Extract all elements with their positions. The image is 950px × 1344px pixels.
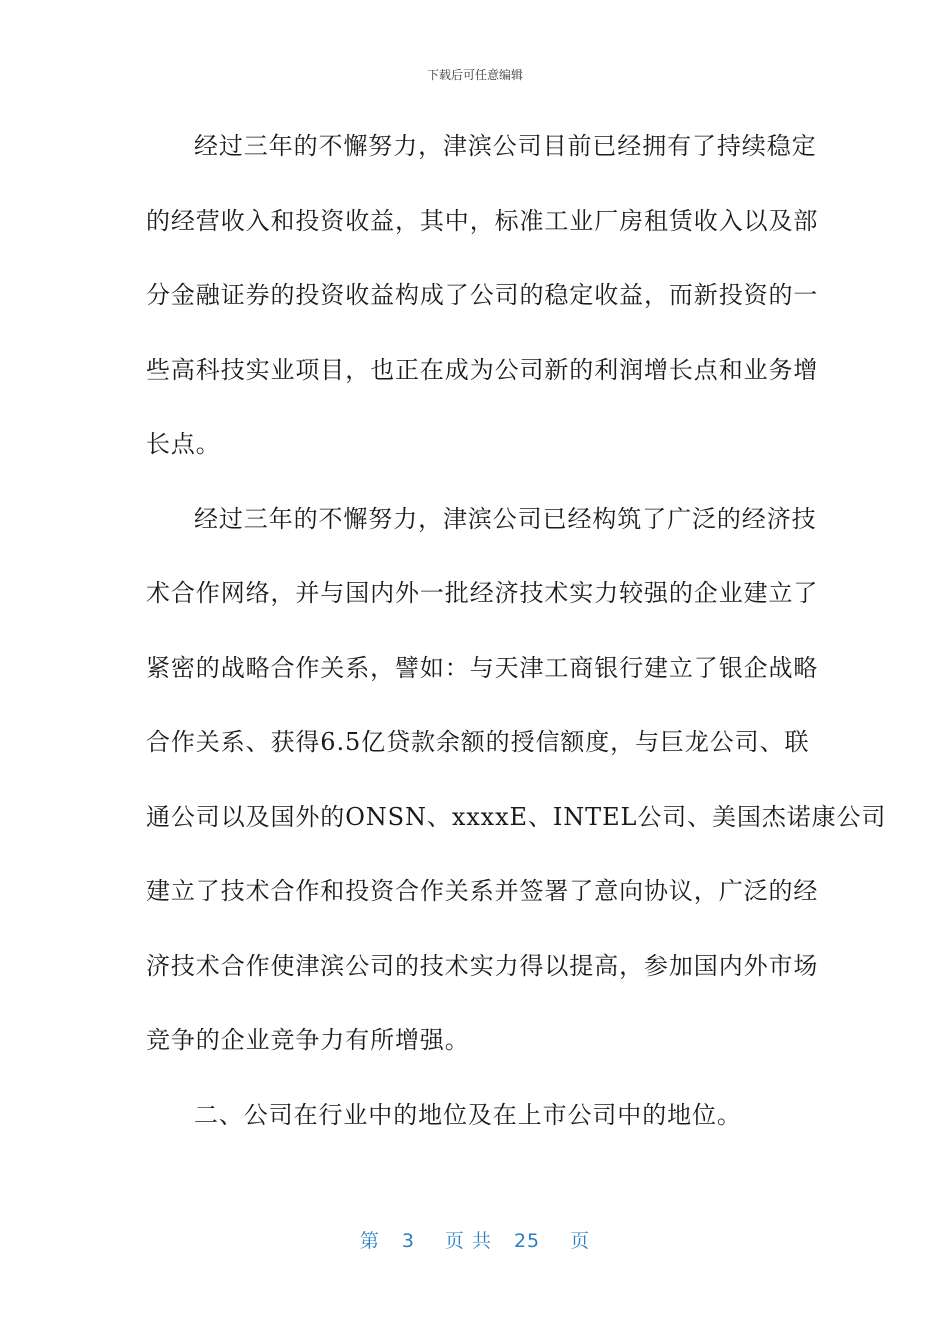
header-note: 下载后可任意编辑 xyxy=(426,68,523,82)
paragraph-2-line-7: 济技术合作使津滨公司的技术实力得以提高，参加国内外市场 xyxy=(146,951,819,980)
paragraph-1-line-3: 分金融证券的投资收益构成了公司的稳定收益，而新投资的一 xyxy=(146,281,819,309)
paragraph-2-line-1: 经过三年的不懈努力，津滨公司已经构筑了广泛的经济技 xyxy=(194,504,817,533)
paragraph-2-line-4: 合作关系、获得6.5亿贷款余额的授信额度，与巨龙公司、联 xyxy=(146,728,810,756)
footer-page-number: 3 xyxy=(401,1230,415,1252)
paragraph-1-line-5: 长点。 xyxy=(146,430,221,458)
paragraph-2-line-6: 建立了技术合作和投资合作关系并签署了意向协议，广泛的经 xyxy=(146,877,819,905)
footer-prefix: 第 xyxy=(359,1230,380,1252)
footer-total-pages: 25 xyxy=(513,1230,541,1252)
paragraph-2-line-2: 术合作网络，并与国内外一批经济技术实力较强的企业建立了 xyxy=(146,579,819,607)
document-body xyxy=(146,120,887,1163)
paragraph-1-line-2: 的经营收入和投资收益，其中，标准工业厂房租赁收入以及部 xyxy=(146,206,819,235)
paragraph-2-line-8: 竞争的企业竞争力有所增强。 xyxy=(146,1026,470,1054)
footer-middle: 页 共 xyxy=(444,1230,492,1252)
page-footer xyxy=(0,1226,950,1253)
paragraph-2-line-5: 通公司以及国外的ONSN、xxxxE、INTEL公司、美国杰诺康公司 xyxy=(146,802,887,831)
section-heading: 二、公司在行业中的地位及在上市公司中的地位。 xyxy=(194,1100,742,1129)
paragraph-1-line-1: 经过三年的不懈努力，津滨公司目前已经拥有了持续稳定 xyxy=(194,132,817,160)
footer-suffix: 页 xyxy=(570,1230,591,1252)
paragraph-2-line-3: 紧密的战略合作关系，譬如：与天津工商银行建立了银企战略 xyxy=(146,653,819,682)
paragraph-1-line-4: 些高科技实业项目，也正在成为公司新的利润增长点和业务增 xyxy=(146,355,819,384)
